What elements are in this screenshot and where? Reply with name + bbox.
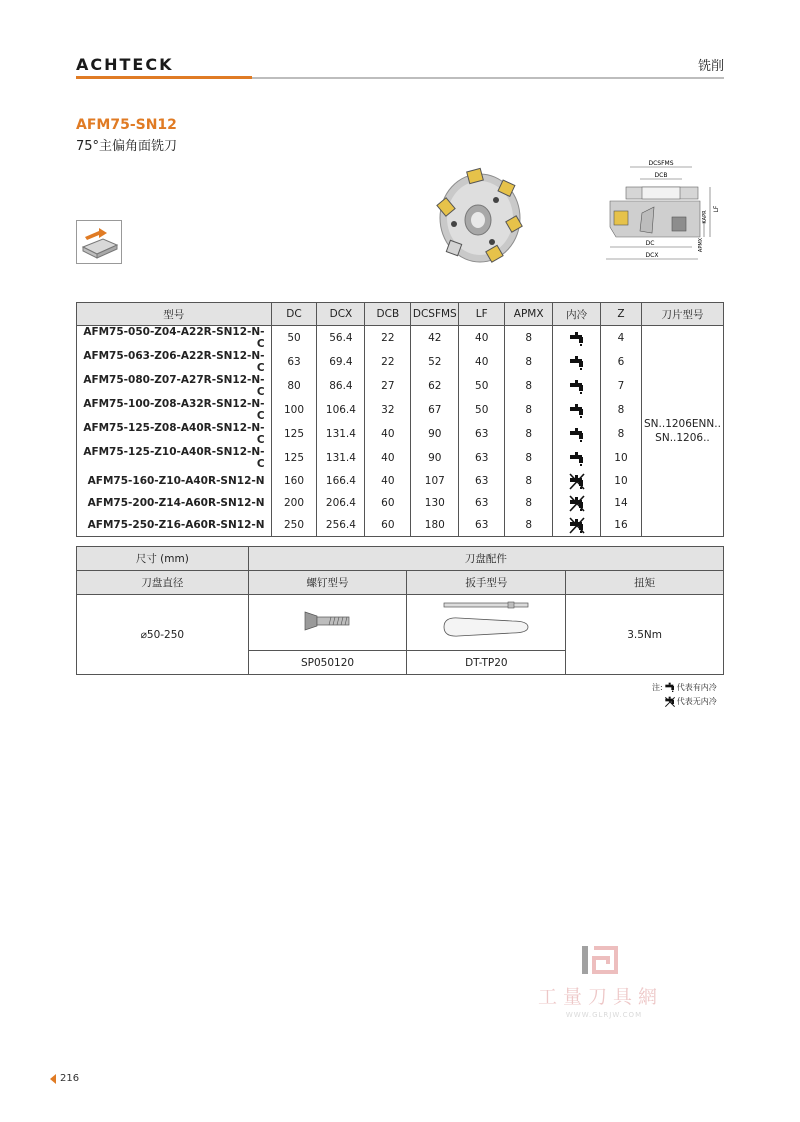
no-coolant-icon bbox=[568, 472, 586, 490]
cell-dc: 100 bbox=[271, 398, 317, 422]
cell-dcsfms: 90 bbox=[411, 422, 459, 446]
cell-coolant bbox=[553, 422, 601, 446]
diameter-label: 刀盘直径 bbox=[77, 571, 249, 595]
coolant-faucet-icon bbox=[568, 425, 586, 443]
torque-label: 扭矩 bbox=[566, 571, 724, 595]
cell-apmx: 8 bbox=[505, 326, 553, 351]
accessories-table bbox=[76, 546, 724, 675]
cell-dcsfms: 180 bbox=[411, 514, 459, 536]
table-row bbox=[77, 350, 724, 374]
cell-dcb: 40 bbox=[365, 422, 411, 446]
cell-dcb: 32 bbox=[365, 398, 411, 422]
coolant-faucet-icon bbox=[568, 449, 586, 467]
cell-model: AFM75-125-Z10-A40R-SN12-N-C bbox=[77, 446, 272, 470]
cell-model: AFM75-125-Z08-A40R-SN12-N-C bbox=[77, 422, 272, 446]
cell-z: 4 bbox=[601, 326, 642, 351]
watermark bbox=[538, 944, 670, 1019]
torque-value: 3.5Nm bbox=[566, 595, 724, 675]
cell-apmx: 8 bbox=[505, 514, 553, 536]
cell-dcsfms: 62 bbox=[411, 374, 459, 398]
cell-dcsfms: 130 bbox=[411, 492, 459, 514]
cell-apmx: 8 bbox=[505, 422, 553, 446]
cell-lf: 50 bbox=[459, 374, 505, 398]
cell-dcb: 27 bbox=[365, 374, 411, 398]
cell-dcx: 86.4 bbox=[317, 374, 365, 398]
cell-coolant bbox=[553, 374, 601, 398]
no-coolant-icon bbox=[568, 516, 586, 534]
cell-dcx: 256.4 bbox=[317, 514, 365, 536]
note-prefix: 注: bbox=[652, 683, 663, 692]
cell-apmx: 8 bbox=[505, 492, 553, 514]
table-row bbox=[77, 398, 724, 422]
no-coolant-icon bbox=[568, 494, 586, 512]
page-arrow-icon bbox=[50, 1074, 56, 1084]
page-number-text: 216 bbox=[60, 1073, 80, 1084]
coolant-faucet-icon bbox=[568, 401, 586, 419]
cell-dcx: 206.4 bbox=[317, 492, 365, 514]
cell-model: AFM75-050-Z04-A22R-SN12-N-C bbox=[77, 326, 272, 351]
col-header-coolant: 内冷 bbox=[553, 303, 601, 326]
table-row bbox=[77, 446, 724, 470]
table-row bbox=[77, 514, 724, 536]
cell-dcb: 60 bbox=[365, 514, 411, 536]
coolant-faucet-icon bbox=[568, 353, 586, 371]
cell-model: AFM75-160-Z10-A40R-SN12-N bbox=[77, 470, 272, 492]
cell-coolant bbox=[553, 446, 601, 470]
label-apmx: APMX bbox=[698, 237, 704, 253]
cell-lf: 50 bbox=[459, 398, 505, 422]
coolant-legend bbox=[652, 681, 717, 709]
cell-dc: 63 bbox=[271, 350, 317, 374]
diameter-range: ⌀50-250 bbox=[77, 595, 249, 675]
cell-lf: 40 bbox=[459, 326, 505, 351]
cell-dcx: 166.4 bbox=[317, 470, 365, 492]
insert-line-1: SN..1206ENN.. bbox=[644, 417, 721, 430]
col-header-apmx: APMX bbox=[505, 303, 553, 326]
cell-apmx: 8 bbox=[505, 350, 553, 374]
cell-dcb: 22 bbox=[365, 326, 411, 351]
screw-model: SP050120 bbox=[248, 651, 407, 675]
spec-table-header bbox=[77, 303, 724, 326]
cell-dc: 160 bbox=[271, 470, 317, 492]
col-header-dcx: DCX bbox=[317, 303, 365, 326]
cell-lf: 40 bbox=[459, 350, 505, 374]
cell-apmx: 8 bbox=[505, 398, 553, 422]
cell-insert-model bbox=[641, 326, 723, 537]
cell-model: AFM75-200-Z14-A60R-SN12-N bbox=[77, 492, 272, 514]
label-kapr: ΚAPR bbox=[702, 210, 708, 224]
face-mill-photo bbox=[434, 160, 526, 268]
cell-dc: 50 bbox=[271, 326, 317, 351]
table-row bbox=[77, 326, 724, 351]
cell-lf: 63 bbox=[459, 470, 505, 492]
cell-z: 10 bbox=[601, 470, 642, 492]
label-lf: LF bbox=[713, 205, 720, 213]
cell-dc: 250 bbox=[271, 514, 317, 536]
label-dcsfms: DCSFMS bbox=[648, 160, 674, 167]
parts-header: 刀盘配件 bbox=[248, 547, 723, 571]
cell-dcx: 69.4 bbox=[317, 350, 365, 374]
cell-coolant bbox=[553, 514, 601, 536]
cell-z: 6 bbox=[601, 350, 642, 374]
insert-line-2: SN..1206.. bbox=[655, 431, 710, 444]
cell-z: 14 bbox=[601, 492, 642, 514]
table-row bbox=[77, 422, 724, 446]
wrench-model: DT-TP20 bbox=[407, 651, 566, 675]
col-header-z: Z bbox=[601, 303, 642, 326]
col-header-model: 型号 bbox=[77, 303, 272, 326]
coolant-faucet-icon bbox=[568, 329, 586, 347]
table-row bbox=[77, 492, 724, 514]
wrench-label: 扳手型号 bbox=[407, 571, 566, 595]
screw-label: 螺钉型号 bbox=[248, 571, 407, 595]
label-dcb: DCB bbox=[654, 172, 668, 179]
note-without-coolant: 代表无内冷 bbox=[676, 697, 717, 706]
note-with-coolant: 代表有内冷 bbox=[676, 683, 717, 692]
cell-dcsfms: 42 bbox=[411, 326, 459, 351]
cell-dcsfms: 52 bbox=[411, 350, 459, 374]
col-header-dcsfms: DCSFMS bbox=[411, 303, 459, 326]
section-label: 铣削 bbox=[697, 59, 724, 74]
watermark-text: 工量刀具網 bbox=[538, 986, 664, 1008]
cell-lf: 63 bbox=[459, 446, 505, 470]
cell-dc: 125 bbox=[271, 422, 317, 446]
cell-dc: 80 bbox=[271, 374, 317, 398]
cell-coolant bbox=[553, 470, 601, 492]
cell-dcx: 56.4 bbox=[317, 326, 365, 351]
watermark-logo-icon bbox=[580, 944, 620, 976]
col-header-insert: 刀片型号 bbox=[641, 303, 723, 326]
cell-dcb: 40 bbox=[365, 446, 411, 470]
col-header-dc: DC bbox=[271, 303, 317, 326]
cell-apmx: 8 bbox=[505, 446, 553, 470]
cell-dcx: 106.4 bbox=[317, 398, 365, 422]
cell-dcsfms: 90 bbox=[411, 446, 459, 470]
table-row bbox=[77, 374, 724, 398]
spec-table bbox=[76, 302, 724, 537]
cell-lf: 63 bbox=[459, 492, 505, 514]
dimension-schematic bbox=[602, 157, 726, 269]
cell-z: 8 bbox=[601, 422, 642, 446]
cell-model: AFM75-063-Z06-A22R-SN12-N-C bbox=[77, 350, 272, 374]
product-code: AFM75-SN12 bbox=[76, 117, 177, 133]
face-milling-operation-icon bbox=[76, 220, 122, 264]
cell-model: AFM75-080-Z07-A27R-SN12-N-C bbox=[77, 374, 272, 398]
cell-dcb: 60 bbox=[365, 492, 411, 514]
cell-dcsfms: 107 bbox=[411, 470, 459, 492]
cell-z: 8 bbox=[601, 398, 642, 422]
cell-dcx: 131.4 bbox=[317, 446, 365, 470]
cell-z: 10 bbox=[601, 446, 642, 470]
cell-lf: 63 bbox=[459, 422, 505, 446]
wrench-icon bbox=[438, 599, 534, 643]
coolant-faucet-icon bbox=[664, 682, 676, 694]
wrench-image-cell bbox=[407, 595, 566, 651]
cell-apmx: 8 bbox=[505, 374, 553, 398]
table-row bbox=[77, 470, 724, 492]
page-number bbox=[50, 1073, 79, 1084]
cell-dcx: 131.4 bbox=[317, 422, 365, 446]
cell-model: AFM75-250-Z16-A60R-SN12-N bbox=[77, 514, 272, 536]
cell-coolant bbox=[553, 350, 601, 374]
label-dcx: DCX bbox=[645, 252, 659, 259]
brand-logo: ACHTECK bbox=[76, 55, 174, 74]
col-header-dcb: DCB bbox=[365, 303, 411, 326]
cell-coolant bbox=[553, 492, 601, 514]
cell-lf: 63 bbox=[459, 514, 505, 536]
cell-dcb: 40 bbox=[365, 470, 411, 492]
watermark-url: WWW.GLRJW.COM bbox=[565, 1011, 643, 1019]
cell-coolant bbox=[553, 398, 601, 422]
col-header-lf: LF bbox=[459, 303, 505, 326]
cell-dc: 125 bbox=[271, 446, 317, 470]
product-description: 75°主偏角面铣刀 bbox=[76, 139, 178, 154]
no-coolant-icon bbox=[664, 696, 676, 708]
cell-apmx: 8 bbox=[505, 470, 553, 492]
cell-coolant bbox=[553, 326, 601, 351]
cell-z: 16 bbox=[601, 514, 642, 536]
cell-dc: 200 bbox=[271, 492, 317, 514]
size-header: 尺寸 (mm) bbox=[77, 547, 249, 571]
screw-icon bbox=[303, 610, 353, 632]
cell-dcsfms: 67 bbox=[411, 398, 459, 422]
header-rule-accent bbox=[76, 76, 252, 79]
cell-dcb: 22 bbox=[365, 350, 411, 374]
coolant-faucet-icon bbox=[568, 377, 586, 395]
screw-image-cell bbox=[248, 595, 407, 651]
label-dc: DC bbox=[645, 240, 655, 247]
cell-model: AFM75-100-Z08-A32R-SN12-N-C bbox=[77, 398, 272, 422]
cell-z: 7 bbox=[601, 374, 642, 398]
